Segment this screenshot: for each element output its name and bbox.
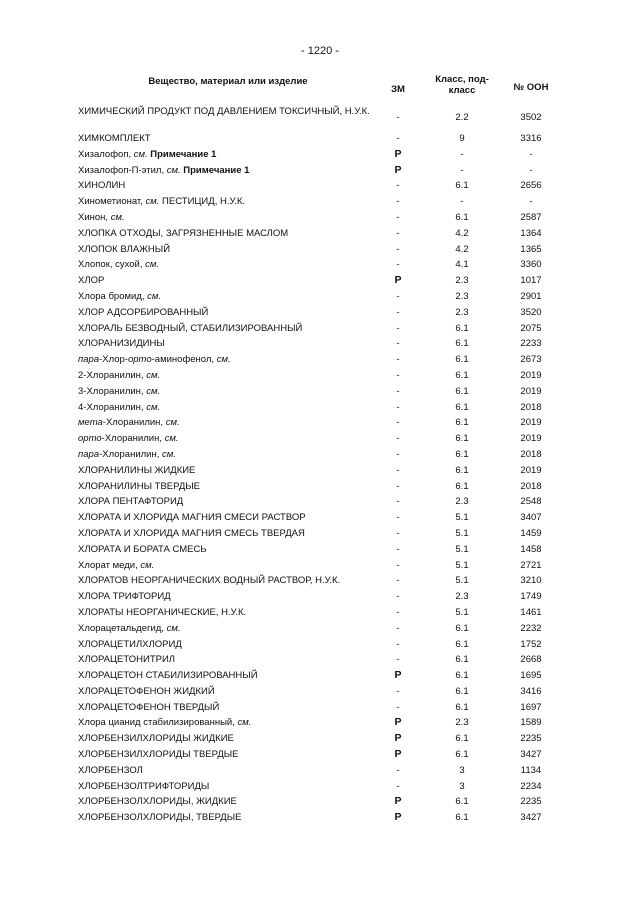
- sm-marker: -: [396, 654, 400, 666]
- un-number: 2019: [520, 417, 542, 429]
- table-row: [0, 305, 640, 321]
- substance-name: ХЛОР АДСОРБИРОВАННЫЙ: [78, 306, 209, 318]
- hazard-class: -: [460, 148, 464, 160]
- sm-marker: -: [396, 685, 400, 697]
- un-number: -: [529, 164, 533, 176]
- hazard-class: 6.1: [455, 322, 469, 334]
- substance-name: ХЛОРАТА И ХЛОРИДА МАГНИЯ СМЕСЬ ТВЕРДАЯ: [78, 527, 305, 539]
- hazard-class: 2.3: [455, 290, 469, 302]
- table-row: [0, 779, 640, 795]
- un-number: 1589: [520, 717, 542, 729]
- sm-marker: -: [396, 322, 400, 334]
- substance-name: 2-Хлоранилин, см.: [78, 369, 161, 381]
- un-number: 2235: [520, 796, 542, 808]
- un-number: 3427: [520, 812, 542, 824]
- un-number: 3502: [520, 112, 542, 123]
- substance-name: ХИНОЛИН: [78, 180, 126, 192]
- sm-marker: P: [394, 669, 402, 682]
- substance-name: ХЛОРАТА И ХЛОРИДА МАГНИЯ СМЕСИ РАСТВОР: [78, 512, 306, 524]
- un-number: 3416: [520, 685, 542, 697]
- substance-name: 3-Хлоранилин, см.: [78, 385, 161, 397]
- table-row: [0, 242, 640, 258]
- substance-name: Хинометионат, см. ПЕСТИЦИД, Н.У.К.: [78, 196, 246, 208]
- table-row: [0, 194, 640, 210]
- table-row: [0, 684, 640, 700]
- table-row: [0, 273, 640, 289]
- hazard-class: 3: [459, 780, 465, 792]
- un-number: 2901: [520, 290, 542, 302]
- un-number: 3520: [520, 306, 542, 318]
- substance-name: пара-Хлор-орто-аминофенол, см.: [78, 354, 231, 366]
- un-number: 1459: [520, 527, 542, 539]
- sm-marker: -: [396, 512, 400, 524]
- table-row: [0, 715, 640, 731]
- table-row: [0, 178, 640, 194]
- table-row: [0, 573, 640, 589]
- hazard-class: 2.3: [455, 496, 469, 508]
- hazard-class: 6.1: [455, 622, 469, 634]
- table-row: [0, 352, 640, 368]
- substance-table: [0, 104, 640, 826]
- table-row: [0, 558, 640, 574]
- hazard-class: 6.1: [455, 749, 469, 761]
- hazard-class: 6.1: [455, 180, 469, 192]
- hazard-class: 6.1: [455, 812, 469, 824]
- substance-name: 4-Хлоранилин, см.: [78, 401, 161, 413]
- sm-marker: -: [396, 227, 400, 239]
- sm-marker: P: [394, 716, 402, 729]
- table-row: [0, 526, 640, 542]
- table-row: [0, 226, 640, 242]
- un-number: 2587: [520, 211, 542, 223]
- un-number: 2018: [520, 480, 542, 492]
- substance-name: Хлопок, сухой, см.: [78, 259, 160, 271]
- hazard-class: 6.1: [455, 417, 469, 429]
- un-number: 3407: [520, 512, 542, 524]
- substance-name: ХЛОРБЕНЗИЛХЛОРИДЫ ТВЕРДЫЕ: [78, 749, 239, 761]
- hazard-class: 6.1: [455, 796, 469, 808]
- substance-name: ХЛОРАНИЛИНЫ ЖИДКИЕ: [78, 464, 196, 476]
- sm-marker: -: [396, 133, 400, 144]
- substance-name: ХЛОРАЦЕТОНИТРИЛ: [78, 654, 176, 666]
- un-number: 2234: [520, 780, 542, 792]
- sm-marker: -: [396, 543, 400, 555]
- hazard-class: 2.3: [455, 306, 469, 318]
- sm-marker: -: [396, 385, 400, 397]
- sm-marker: P: [394, 163, 402, 176]
- un-number: 2548: [520, 496, 542, 508]
- un-number: 1461: [520, 606, 542, 618]
- table-row: [0, 731, 640, 747]
- table-row: [0, 510, 640, 526]
- table-row: [0, 257, 640, 273]
- header-substance: Вещество, материал или изделие: [148, 76, 308, 87]
- sm-marker: P: [394, 732, 402, 745]
- hazard-class: -: [460, 196, 464, 208]
- table-row: [0, 763, 640, 779]
- un-number: 1695: [520, 670, 542, 682]
- un-number: 2668: [520, 654, 542, 666]
- table-row: [0, 810, 640, 826]
- un-number: 1752: [520, 638, 542, 650]
- hazard-class: 6.1: [455, 211, 469, 223]
- un-number: -: [529, 148, 533, 160]
- sm-marker: -: [396, 559, 400, 571]
- table-row: [0, 415, 640, 431]
- substance-name: орто-Хлоранилин, см.: [78, 433, 179, 445]
- substance-name: ХИМКОМПЛЕКТ: [78, 133, 151, 144]
- sm-marker: -: [396, 606, 400, 618]
- un-number: 3316: [520, 133, 542, 144]
- substance-name: ХЛОРБЕНЗОЛТРИФТОРИДЫ: [78, 780, 210, 792]
- sm-marker: -: [396, 259, 400, 271]
- sm-marker: -: [396, 433, 400, 445]
- un-number: 1134: [520, 764, 542, 776]
- substance-name: ХЛОПКА ОТХОДЫ, ЗАГРЯЗНЕННЫЕ МАСЛОМ: [78, 227, 289, 239]
- substance-name: ХЛОРБЕНЗИЛХЛОРИДЫ ЖИДКИЕ: [78, 733, 234, 745]
- sm-marker: -: [396, 575, 400, 587]
- table-row: [0, 463, 640, 479]
- table-row: [0, 289, 640, 305]
- sm-marker: -: [396, 369, 400, 381]
- hazard-class: 5.1: [455, 527, 469, 539]
- substance-name: ХЛОПОК ВЛАЖНЫЙ: [78, 243, 171, 255]
- substance-name: ХЛОРАТОВ НЕОРГАНИЧЕСКИХ ВОДНЫЙ РАСТВОР, Н.У.К.: [78, 575, 341, 587]
- un-number: 1017: [520, 275, 542, 287]
- hazard-class: 6.1: [455, 338, 469, 350]
- hazard-class: -: [460, 164, 464, 176]
- table-row: [0, 210, 640, 226]
- un-number: 1365: [520, 243, 542, 255]
- sm-marker: -: [396, 496, 400, 508]
- hazard-class: 5.1: [455, 543, 469, 555]
- hazard-class: 5.1: [455, 606, 469, 618]
- sm-marker: -: [396, 338, 400, 350]
- sm-marker: -: [396, 622, 400, 634]
- table-row: [0, 321, 640, 337]
- hazard-class: 9: [459, 133, 465, 144]
- table-row: [0, 747, 640, 763]
- sm-marker: -: [396, 764, 400, 776]
- sm-marker: P: [394, 147, 402, 160]
- substance-name: ХЛОРБЕНЗОЛ: [78, 764, 143, 776]
- substance-name: ХЛОРАЦЕТОФЕНОН ЖИДКИЙ: [78, 685, 215, 697]
- table-row: [0, 163, 640, 179]
- sm-marker: -: [396, 638, 400, 650]
- un-number: 2235: [520, 733, 542, 745]
- table-row: [0, 589, 640, 605]
- sm-marker: -: [396, 290, 400, 302]
- table-row: [0, 794, 640, 810]
- substance-name: ХЛОРАЦЕТОН СТАБИЛИЗИРОВАННЫЙ: [78, 670, 258, 682]
- substance-name: ХЛОРАЛЬ БЕЗВОДНЫЙ, СТАБИЛИЗИРОВАННЫЙ: [78, 322, 303, 334]
- hazard-class: 6.1: [455, 433, 469, 445]
- un-number: 2656: [520, 180, 542, 192]
- sm-marker: -: [396, 401, 400, 413]
- un-number: 2019: [520, 433, 542, 445]
- sm-marker: -: [396, 527, 400, 539]
- hazard-class: 6.1: [455, 385, 469, 397]
- table-row: [0, 400, 640, 416]
- sm-marker: -: [396, 780, 400, 792]
- substance-name: ХЛОРБЕНЗОЛХЛОРИДЫ, ЖИДКИЕ: [78, 796, 237, 808]
- substance-name: Хлора бромид, см.: [78, 290, 162, 302]
- substance-name: ХЛОРА ПЕНТАФТОРИД: [78, 496, 184, 508]
- sm-marker: -: [396, 701, 400, 713]
- un-number: 3360: [520, 259, 542, 271]
- sm-marker: -: [396, 480, 400, 492]
- un-number: 3427: [520, 749, 542, 761]
- sm-marker: -: [396, 196, 400, 208]
- substance-name: ХЛОРАНИЗИДИНЫ: [78, 338, 165, 350]
- un-number: 2019: [520, 385, 542, 397]
- un-number: 2233: [520, 338, 542, 350]
- substance-name: ХЛОРА ТРИФТОРИД: [78, 591, 171, 603]
- un-number: 1458: [520, 543, 542, 555]
- un-number: 3210: [520, 575, 542, 587]
- substance-name: ХЛОРАТА И БОРАТА СМЕСЬ: [78, 543, 207, 555]
- hazard-class: 5.1: [455, 512, 469, 524]
- substance-name: пара-Хлоранилин, см.: [78, 448, 176, 460]
- un-number: 1697: [520, 701, 542, 713]
- substance-name: ХЛОРАТЫ НЕОРГАНИЧЕСКИЕ, Н.У.К.: [78, 606, 247, 618]
- hazard-class: 6.1: [455, 733, 469, 745]
- table-row: [0, 384, 640, 400]
- sm-marker: -: [396, 211, 400, 223]
- sm-marker: P: [394, 274, 402, 287]
- un-number: 2075: [520, 322, 542, 334]
- hazard-class: 4.1: [455, 259, 469, 271]
- un-number: 1749: [520, 591, 542, 603]
- un-number: 2019: [520, 464, 542, 476]
- substance-name: ХЛОРАЦЕТОФЕНОН ТВЕРДЫЙ: [78, 701, 220, 713]
- header-sm: ЗМ: [391, 84, 405, 95]
- un-number: 2018: [520, 401, 542, 413]
- table-row: [0, 494, 640, 510]
- sm-marker: -: [396, 464, 400, 476]
- table-row: [0, 336, 640, 352]
- substance-name: ХЛОРБЕНЗОЛХЛОРИДЫ, ТВЕРДЫЕ: [78, 812, 242, 824]
- hazard-class: 6.1: [455, 701, 469, 713]
- table-row: [0, 104, 640, 131]
- table-row: [0, 542, 640, 558]
- substance-name: ХЛОРАНИЛИНЫ ТВЕРДЫЕ: [78, 480, 201, 492]
- sm-marker: -: [396, 243, 400, 255]
- substance-name: Хлорат меди, см.: [78, 559, 155, 571]
- table-row: [0, 621, 640, 637]
- hazard-class: 6.1: [455, 448, 469, 460]
- sm-marker: -: [396, 448, 400, 460]
- substance-name: ХЛОР: [78, 275, 105, 287]
- hazard-class: 6.1: [455, 685, 469, 697]
- un-number: 2673: [520, 354, 542, 366]
- un-number: 2721: [520, 559, 542, 571]
- table-row: [0, 431, 640, 447]
- table-row: [0, 605, 640, 621]
- table-row: [0, 368, 640, 384]
- sm-marker: P: [394, 748, 402, 761]
- hazard-class: 2.2: [455, 112, 469, 123]
- un-number: 2018: [520, 448, 542, 460]
- table-header: [0, 74, 640, 104]
- hazard-class: 6.1: [455, 369, 469, 381]
- hazard-class: 6.1: [455, 638, 469, 650]
- table-row: [0, 479, 640, 495]
- header-un-number: № ООН: [513, 82, 549, 93]
- table-row: [0, 668, 640, 684]
- page-number: - 1220 -: [301, 45, 339, 57]
- substance-name: Хлора цианид стабилизированный, см.: [78, 717, 252, 729]
- substance-name: мета-Хлоранилин, см.: [78, 417, 180, 429]
- table-row: [0, 652, 640, 668]
- un-number: -: [529, 196, 533, 208]
- hazard-class: 6.1: [455, 401, 469, 413]
- hazard-class: 6.1: [455, 464, 469, 476]
- table-row: [0, 147, 640, 163]
- hazard-class: 3: [459, 764, 465, 776]
- hazard-class: 2.3: [455, 717, 469, 729]
- hazard-class: 5.1: [455, 575, 469, 587]
- sm-marker: P: [394, 811, 402, 824]
- sm-marker: P: [394, 795, 402, 808]
- un-number: 2232: [520, 622, 542, 634]
- hazard-class: 5.1: [455, 559, 469, 571]
- hazard-class: 6.1: [455, 670, 469, 682]
- hazard-class: 6.1: [455, 480, 469, 492]
- hazard-class: 6.1: [455, 654, 469, 666]
- un-number: 2019: [520, 369, 542, 381]
- substance-name: ХЛОРАЦЕТИЛХЛОРИД: [78, 638, 182, 650]
- sm-marker: -: [396, 354, 400, 366]
- hazard-class: 4.2: [455, 227, 469, 239]
- table-row: [0, 637, 640, 653]
- sm-marker: -: [396, 591, 400, 603]
- sm-marker: -: [396, 112, 400, 123]
- substance-name: Хизалофоп, см. Примечание 1: [78, 148, 217, 160]
- un-number: 1364: [520, 227, 542, 239]
- sm-marker: -: [396, 417, 400, 429]
- substance-name: ХИМИЧЕСКИЙ ПРОДУКТ ПОД ДАВЛЕНИЕМ ТОКСИЧНЫЙ, Н.У.К.: [78, 106, 370, 117]
- table-row: [0, 700, 640, 716]
- sm-marker: -: [396, 306, 400, 318]
- header-class: Класс, под-класс: [435, 74, 489, 96]
- substance-name: Хлорацетальдегид, см.: [78, 622, 181, 634]
- hazard-class: 4.2: [455, 243, 469, 255]
- hazard-class: 2.3: [455, 275, 469, 287]
- substance-name: Хинон, см.: [78, 211, 125, 223]
- sm-marker: -: [396, 180, 400, 192]
- table-row: [0, 131, 640, 147]
- hazard-class: 2.3: [455, 591, 469, 603]
- table-row: [0, 447, 640, 463]
- substance-name: Хизалофоп-П-этил, см. Примечание 1: [78, 164, 250, 176]
- hazard-class: 6.1: [455, 354, 469, 366]
